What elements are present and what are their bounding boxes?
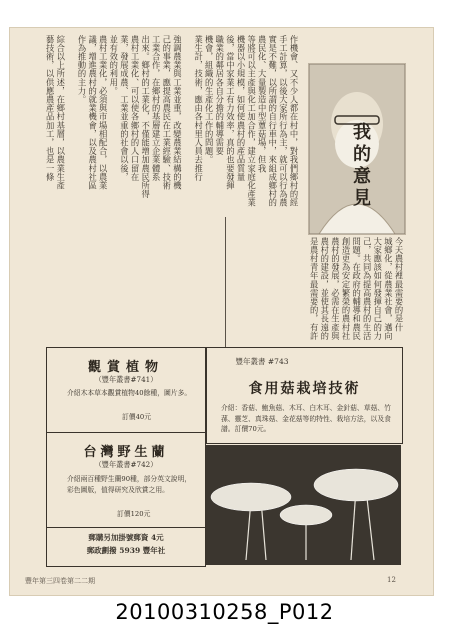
article-column: 是農村青年最需要的，有許 [309, 237, 320, 341]
article-column [182, 35, 193, 211]
article-column: 藝技術，以供應農產品加工，也是一條 [45, 35, 56, 182]
article-column [66, 35, 77, 211]
order-line-postage: 郵購另加掛號郵資 4元 [88, 533, 164, 542]
book-title: 觀賞植物 [87, 360, 164, 375]
book-price: 訂價120元 [117, 510, 151, 518]
article-column: 農村工業化、可以使各鄉村的人口留在 [129, 35, 140, 182]
book-ad-taiwan-wild-orchids [46, 432, 206, 529]
book-description: 介紹：香菇、鮑魚菇、木耳、白木耳、金針菇、草菇、竹蓀、靈芝、真珠菇、金花菇等的特性、栽培方法，以及食譜。訂價70元。 [221, 404, 391, 433]
book-description: 介紹兩百種野生蘭90種，部分英文說明，彩色圖版，值得研究及欣賞之用。 [67, 475, 192, 494]
article-column: 強調農業與工業並重，改變農業結構的機 [172, 35, 183, 190]
archive-id-caption: 20100310258_P012 [115, 600, 334, 624]
article-column: 業生計，技術，應由各村里人員去推行 [193, 35, 204, 182]
book-price: 訂價40元 [122, 413, 152, 421]
order-info [46, 527, 206, 567]
article-column: 問題。在政府的輔導和農民 [351, 237, 362, 341]
article-column: 己的事業，應提高農民在工業經驗、技術 [161, 35, 172, 190]
article-column: 後，當中家業工有力效率，真的也要發揮 [225, 35, 236, 190]
article-column: 綜合以上所述，在鄉村基層，以農業生產 [55, 35, 66, 190]
article-column: 作機會、又不少人都在村中，對我們鄉村的經 [288, 35, 299, 207]
order-line-remittance: 郵政劃撥 5939 豐年社 [86, 546, 166, 555]
footer-issue: 豐年第三四卷第二二期 [25, 577, 95, 585]
article-column: 作為推動的主力。 [76, 35, 87, 104]
article-my-opinion [9, 27, 434, 359]
book-description: 介紹木本草本觀賞植物40餘種，圖片多。 [67, 389, 192, 397]
mushroom-illustration [206, 445, 401, 565]
book-series: （豐年叢書#742） [94, 460, 158, 469]
book-ad-edible-mushroom [206, 347, 403, 444]
article-column: 今天農村裡最需要的是什 [393, 237, 404, 332]
article-column: 城鄉化，從農業社會，邁向 [383, 237, 394, 341]
article-column: 並有效的利用。 [108, 35, 119, 96]
article-column: 職業的鄰居各自分擔的輔導需要 [214, 35, 225, 156]
article-column: 農村工業化，必須與市場相配合，以農業 [98, 35, 109, 190]
article-column: 己，共同為提高農村的生活 [362, 237, 373, 341]
article-column: 工業合作，在鄉村的基層建立企業體系 [151, 35, 162, 182]
article-column: 創造更為安定繁榮的農村社 [340, 237, 351, 341]
book-title: 台灣野生蘭 [83, 445, 169, 460]
magazine-page [9, 27, 434, 596]
article-column: 機器以小規模，如何使農村的產品質量 [235, 35, 246, 182]
article-column: 農村的發展，必需在生產與 [330, 237, 341, 341]
article-column: 等將可以主產與化工加合作，建立家庭化產業 [246, 35, 257, 207]
article-column: 出來。鄉村的工業化，不僅能增加農民所得 [140, 35, 151, 199]
article-column: 業，發展成農、工業並重的社會以後， [119, 35, 130, 182]
article-column: 大家應該如何發揮自己的力 [372, 237, 383, 341]
article-title: 我的意見 [350, 122, 371, 210]
book-series: （豐年叢書#741） [94, 375, 158, 384]
article-column [34, 35, 45, 211]
footer-page-number: 12 [387, 576, 396, 584]
article-column: 農民化、大量製造中型蕈菇場，但我 [257, 35, 268, 173]
mushroom-photo [206, 445, 401, 565]
article-column: 手工計算，以後大家所行為主，就可以行為農 [278, 35, 289, 207]
book-title: 食用菇栽培技術 [248, 381, 361, 397]
article-column: 議，增進農村的就業機會，以及農村社區 [87, 35, 98, 190]
book-series: 豐年叢書 #743 [235, 357, 289, 366]
article-column: 農村的建設，並使其長遠的 [319, 237, 330, 341]
column-divider [225, 217, 226, 349]
article-column: 機會，組織的生產化工作的問題。 [204, 35, 215, 164]
book-ad-ornamental-plants [46, 347, 206, 434]
article-column: 實是不難，以所謂的自行車中，來組成鄉村的 [267, 35, 278, 207]
